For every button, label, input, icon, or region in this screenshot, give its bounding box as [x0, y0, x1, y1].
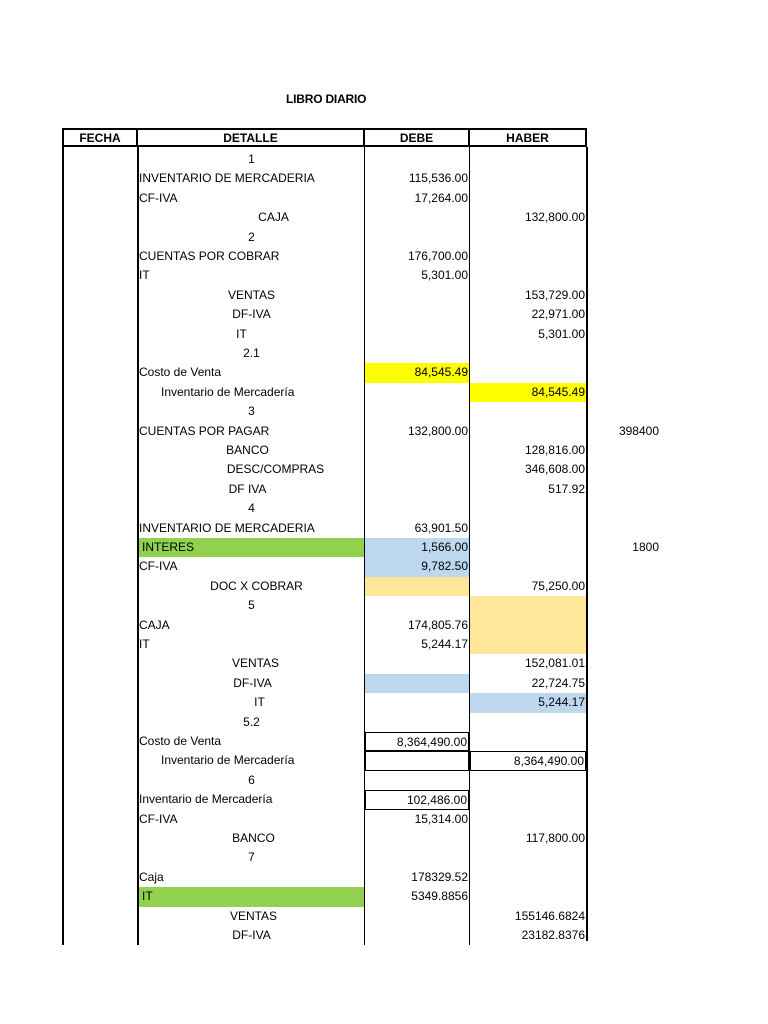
table-row	[0, 907, 768, 926]
haber-cell	[470, 519, 586, 538]
haber-cell: 117,800.00	[525, 831, 585, 845]
column-border-debe	[469, 147, 470, 945]
haber-cell	[470, 499, 586, 518]
detalle-cell: IT	[254, 695, 265, 710]
table-row	[0, 150, 768, 169]
debe-cell: 5,244.17	[421, 637, 468, 651]
debe-cell: 174,805.76	[407, 617, 468, 632]
debe-cell: 178329.52	[411, 869, 468, 884]
table-row	[0, 402, 768, 421]
haber-cell: 346,608.00	[524, 462, 585, 477]
haber-cell: 153,729.00	[524, 287, 585, 302]
table-row	[0, 441, 768, 460]
table-row	[0, 460, 768, 479]
table-row	[0, 247, 768, 266]
table-row	[0, 771, 768, 790]
debe-cell	[365, 907, 469, 926]
table-row	[0, 208, 768, 227]
haber-cell: 517.92	[548, 481, 585, 496]
debe-cell: 17,264.00	[414, 190, 468, 205]
debe-cell	[365, 713, 469, 732]
table-row	[0, 189, 768, 208]
haber-cell: 75,250.00	[531, 578, 585, 593]
detalle-cell: Costo de Venta	[139, 734, 222, 748]
haber-cell	[470, 402, 586, 421]
haber-cell	[470, 557, 586, 576]
detalle-cell: 6	[248, 772, 255, 787]
haber-cell	[470, 596, 586, 615]
detalle-cell: VENTAS	[227, 287, 276, 302]
haber-cell: 128,816.00	[524, 443, 585, 457]
detalle-cell: DF IVA	[228, 481, 267, 496]
debe-cell	[365, 771, 469, 790]
table-row	[0, 519, 768, 538]
debe-cell	[365, 460, 469, 479]
table-row	[0, 422, 768, 441]
haber-cell: 8,364,490.00	[470, 751, 586, 770]
debe-cell	[365, 654, 469, 673]
haber-cell	[470, 247, 586, 266]
debe-cell: 1,566.00	[365, 538, 469, 557]
side-note-value: 398400	[618, 423, 659, 438]
haber-cell	[470, 810, 586, 829]
table-row	[0, 169, 768, 188]
debe-cell	[365, 499, 469, 518]
detalle-cell: DF-IVA	[232, 928, 271, 942]
haber-cell	[470, 713, 586, 732]
debe-cell	[365, 228, 469, 247]
debe-cell	[365, 441, 469, 460]
detalle-cell: CF-IVA	[139, 190, 178, 205]
header-haber: HABER	[470, 128, 587, 147]
table-row	[0, 635, 768, 654]
column-border-haber	[586, 147, 588, 941]
detalle-cell: Costo de Venta	[139, 365, 222, 380]
haber-cell	[470, 635, 586, 654]
table-row	[0, 596, 768, 615]
detalle-cell: INVENTARIO DE MERCADERIA	[139, 171, 315, 186]
table-row	[0, 732, 768, 751]
debe-cell	[365, 848, 469, 867]
table-row	[0, 616, 768, 635]
debe-cell: 176,700.00	[407, 249, 468, 263]
detalle-cell: 5	[248, 598, 255, 613]
detalle-cell: IT	[139, 637, 150, 651]
detalle-cell: 4	[248, 501, 255, 516]
haber-cell: 132,800.00	[524, 210, 585, 225]
detalle-cell: 7	[248, 850, 255, 865]
debe-cell	[365, 596, 469, 615]
detalle-cell: VENTAS	[231, 656, 280, 671]
haber-cell: 23182.8376	[521, 928, 585, 942]
haber-cell	[470, 732, 586, 751]
detalle-cell: DF-IVA	[233, 675, 272, 690]
table-row	[0, 325, 768, 344]
table-row	[0, 286, 768, 305]
debe-cell	[365, 926, 469, 945]
header-detalle: DETALLE	[138, 128, 365, 147]
detalle-cell: BANCO	[226, 443, 269, 457]
haber-cell: 22,971.00	[531, 307, 585, 322]
debe-cell	[365, 480, 469, 499]
table-row	[0, 848, 768, 867]
table-row	[0, 887, 768, 906]
haber-cell	[470, 848, 586, 867]
haber-cell: 22,724.75	[531, 675, 585, 690]
table-row	[0, 829, 768, 848]
debe-cell: 5,301.00	[421, 268, 468, 283]
detalle-cell: 2.1	[243, 346, 260, 360]
table-row	[0, 868, 768, 887]
debe-cell	[365, 577, 469, 596]
haber-cell: 152,081.01	[524, 656, 585, 671]
haber-cell	[470, 169, 586, 188]
debe-cell	[365, 829, 469, 848]
detalle-cell: DF-IVA	[232, 307, 271, 322]
header-fecha: FECHA	[62, 128, 138, 147]
debe-cell: 115,536.00	[408, 171, 468, 186]
debe-cell: 8,364,490.00	[365, 732, 469, 751]
haber-cell	[470, 616, 586, 635]
debe-cell	[365, 693, 469, 712]
table-row	[0, 790, 768, 809]
debe-cell: 63,901.50	[414, 520, 468, 535]
column-border-detalle	[364, 147, 365, 945]
table-row	[0, 577, 768, 596]
haber-cell	[470, 363, 586, 382]
haber-cell	[470, 771, 586, 790]
detalle-cell: 3	[248, 404, 255, 419]
table-row	[0, 926, 768, 945]
detalle-cell: INTERES	[139, 538, 364, 557]
haber-cell	[470, 266, 586, 285]
debe-cell	[365, 674, 469, 693]
table-row	[0, 693, 768, 712]
table-row	[0, 363, 768, 382]
detalle-cell: 2	[248, 229, 255, 244]
detalle-cell: 1	[248, 152, 255, 166]
debe-cell	[365, 305, 469, 324]
table-row	[0, 344, 768, 363]
debe-cell	[365, 344, 469, 363]
detalle-cell: IT	[139, 268, 150, 283]
table-row	[0, 751, 768, 770]
detalle-cell: Inventario de Mercadería	[139, 792, 273, 807]
detalle-cell: Caja	[139, 869, 164, 884]
haber-cell	[470, 538, 586, 557]
detalle-cell: Inventario de Mercadería	[161, 753, 295, 768]
detalle-cell: CAJA	[139, 617, 170, 632]
table-row	[0, 654, 768, 673]
debe-cell	[365, 208, 469, 227]
haber-cell	[470, 228, 586, 247]
table-row	[0, 713, 768, 732]
detalle-cell: CF-IVA	[139, 811, 178, 826]
haber-cell	[470, 189, 586, 208]
detalle-cell: BANCO	[232, 831, 275, 845]
detalle-cell: Inventario de Mercadería	[161, 384, 295, 399]
haber-cell	[470, 887, 586, 906]
detalle-cell: DESC/COMPRAS	[226, 462, 325, 477]
haber-cell: 84,545.49	[470, 383, 586, 402]
haber-cell: 5,244.17	[470, 693, 586, 712]
debe-cell: 132,800.00	[407, 423, 468, 438]
haber-cell	[470, 790, 586, 809]
detalle-cell: IT	[139, 887, 364, 906]
detalle-cell: CUENTAS POR PAGAR	[139, 423, 270, 438]
haber-cell: 5,301.00	[538, 326, 585, 341]
table-row	[0, 228, 768, 247]
table-row	[0, 557, 768, 576]
debe-cell	[365, 402, 469, 421]
table-row	[0, 674, 768, 693]
debe-cell: 9,782.50	[365, 557, 469, 576]
detalle-cell: CAJA	[258, 210, 289, 225]
haber-cell	[470, 150, 586, 169]
debe-cell	[365, 383, 469, 402]
table-row	[0, 266, 768, 285]
detalle-cell: INVENTARIO DE MERCADERIA	[139, 520, 315, 535]
haber-cell: 155146.6824	[514, 908, 585, 923]
side-note-value: 1800	[632, 540, 659, 554]
detalle-cell: VENTAS	[229, 908, 278, 923]
table-row	[0, 480, 768, 499]
debe-cell: 84,545.49	[365, 363, 469, 382]
detalle-cell: CF-IVA	[139, 559, 178, 574]
page-title: LIBRO DIARIO	[286, 92, 367, 106]
detalle-cell: 5.2	[243, 714, 260, 729]
header-debe: DEBE	[365, 128, 470, 147]
debe-cell: 15,314.00	[414, 811, 468, 826]
debe-cell: 5349.8856	[411, 889, 468, 904]
table-row	[0, 383, 768, 402]
haber-cell	[470, 344, 586, 363]
table-row	[0, 305, 768, 324]
detalle-cell: IT	[236, 326, 247, 341]
detalle-cell: DOC X COBRAR	[210, 578, 303, 593]
column-border-fecha	[137, 147, 139, 945]
debe-cell: 102,486.00	[365, 790, 469, 809]
haber-cell	[470, 422, 586, 441]
column-border-left	[62, 147, 64, 945]
table-row	[0, 538, 768, 557]
table-row	[0, 499, 768, 518]
haber-cell	[470, 868, 586, 887]
debe-cell	[365, 150, 469, 169]
debe-cell	[365, 325, 469, 344]
table-row	[0, 810, 768, 829]
detalle-cell: CUENTAS POR COBRAR	[139, 249, 280, 263]
debe-cell	[365, 286, 469, 305]
debe-cell	[365, 751, 469, 770]
